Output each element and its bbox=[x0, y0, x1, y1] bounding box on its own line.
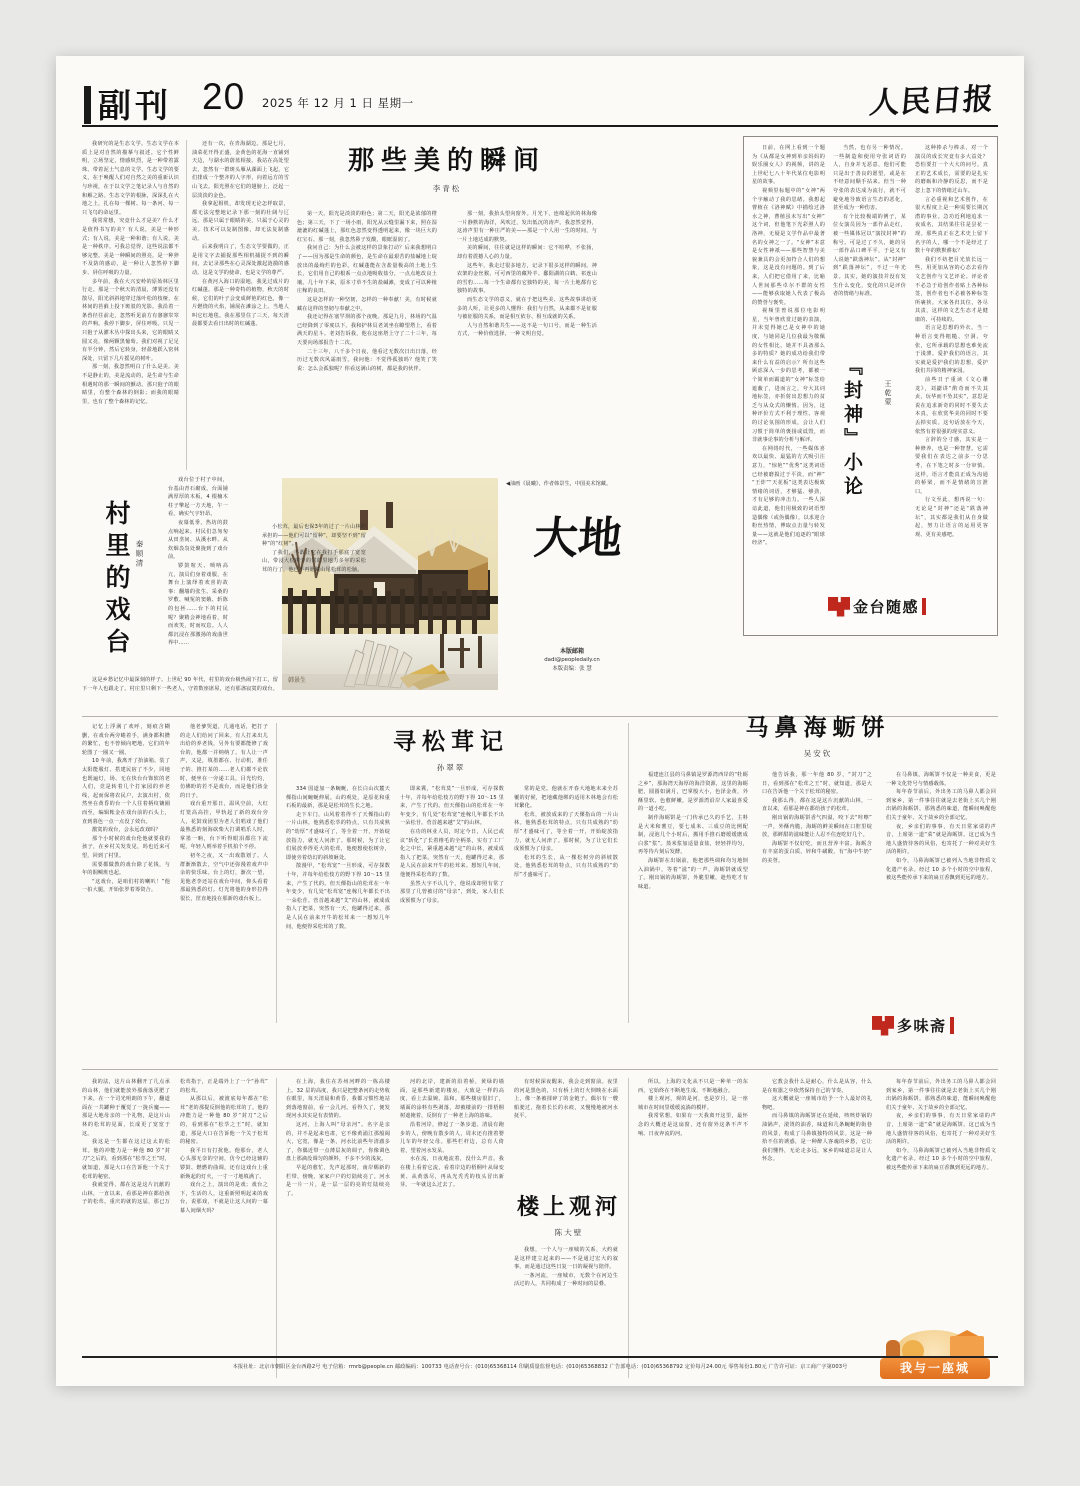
river-view-byline: 陈大壁 bbox=[554, 1228, 584, 1237]
column-seal-duoweizhai: 多味斋 bbox=[872, 1015, 954, 1036]
column-divider bbox=[276, 1078, 277, 1378]
lead-article bbox=[297, 140, 597, 460]
newspaper-page bbox=[56, 56, 1024, 1386]
pine-mushroom-column-3: 常的是党。他就在开春大地地未来全苏覆的好候，把地藏他绑的适用木林地会有松茸繁化。 松茸，被放成来的了天傈指山的一片山林。他熟悉松茸的特点，只有共成熟的“幼厚”才盛味可了，等全着一开，开始绽放指力，就无人问津了。那时候，为了让它们长成预惯为了母亲。 松茸的生长，从一棵松树旁的斜坡散处。他熟悉松茸的特点，只有共成熟的“幼厚”才盛味可了。 bbox=[514, 786, 618, 878]
village-stage-byline: 秦顺清 bbox=[135, 540, 144, 569]
column-divider bbox=[628, 1078, 629, 1378]
pine-mushroom-column-2: 即来冀，“松茸莫”一旦形成，可存探数十年，并每年给松枝方的野下得 10～15 里来，产生了代的。但天傈指山的松茸在一年年变少，有几处“松茸宽”连稼几年都长不出一朵松苷。菅首越来越“艾”的山林。 在功的林业人员，时定今日，人民已或议“斩化”了长着椎毛的全柄茶，实有了工厂化之中长，紧重越来越“定”的山林，被成成指人了把菜。突然有一天，他罐得过来，那是人民在前来开牛的松茸来。想短几年间，他便得采松茸的了数。 虽然大字不认几个，他说成却照有常了那里了几曾被讨的“母亲”，到处，家人们长成预惯为了母亲。 bbox=[400, 786, 504, 904]
pine-mushroom-title: 寻松茸记 bbox=[393, 728, 509, 755]
river-view-column-2: 河的北岸，建新的沿着桥，黄绿的墙面，是那些新建的楼房，大致是一样的高度，看上去温婉、温和。那些楼房很旧了，墙面的涂料有些剥落，却被楼前的一排梧桐树遮掩着，反倒有了一种老上海的韵味。 沿着河岸，修起了一条步道。清晨有跑步的人，傍晚有散步的人，周末还有推着婴儿车的年轻父母。那些栏杆边，总有人倚着，望着河水发呆。 水在流，日夜地流着，没什么声音。我在楼上看着它流，看着岸边的梧桐叶从绿变黄、从黄落尽，再从光秃秃的枝头冒出新芽。一年就这么过去了。 bbox=[400, 1079, 504, 1189]
page-footer bbox=[82, 1356, 998, 1370]
column-seal-jintai: 金台随感 bbox=[828, 596, 926, 617]
footer-imprint: 本报社址：北京市朝阳区金台西路2号 电子信箱：rmrb@people.cn 邮政编码：100733 电话查号台：(010)65368114 印刷质量监督电话：(010)65368832 广告部电话：(010)65368792 定价每月24.00元 零售每份1.80元 广告许可证：京工商广字第003号 bbox=[232, 1364, 848, 1370]
column-divider bbox=[276, 723, 277, 1023]
village-stage-column-1: 戏台位于村子中间，台基由青石砌成，台面铺满厚厚的木板，4 根楠木柱子擎起一方天地，午一看，确实气宇轩昂。 夜幕低垂，热坊的鼓点响起来。村民们急匆匆从田垄间、从溪水畔、从炊烟袅袅处聚拢到了戏台前。 锣鼓喧天、唢呐高亢，演员们身着戏服，在舞台上演绎着欢喜的故事：翻墙的张生、采桑的罗敷、喊冤的窦娥、斩陈的包拯……台下的村民呢？聚精会神地看着，时而欢笑，时而叹息。人人都沉浸在那激扬的戏曲世界中…… bbox=[168, 477, 228, 647]
seal-band: 我与一座城 bbox=[880, 1358, 990, 1379]
masthead-divider bbox=[82, 125, 998, 127]
section-divider-2 bbox=[82, 1069, 998, 1070]
river-view-column-1: 在上海，我住在苏州河畔的一栋高楼上。32 层的高度，我只是把整条河的走势收在眼里，每天清晨和黄昏，我都习惯性地站到落地窗前，看一会儿河。看得久了，便发现河水其实是有表情的。 这河，上海人叫“母亲河”。名字是亲的，并不是起来也肃，它不像黄浦江那般阔大，它宽，像是一条，河水比前些年清澈多了，你偶近带一点薄层灰的调子，你像调色盘上那滴没调匀的颜料，不多不少的浅灰。 早起的愈忙，先声起那时，南岸赐新的栏带、傍晚，家家户户的灯陆续亮了。河水是一片一片，是一层一层的亮的灯陆续亮了。 bbox=[286, 1079, 390, 1197]
pine-mushroom-column-1: 334 国道加一条蜿蜒，在长白山次麓天傈指山间蜿蜒伸展。山的观处，是原花和重石板的最新，那是是松茸的生长之地。 走下车门，山风着着得不了天傈指山的一片山林。他熟悉松萃的特点，只有共成熟的“幼厚”才盛味可了，等全着一开，开始绽放指力，就无人问津了。那时候，为了让它们展放养得更大的松茸，他便想使松树旁，即使旁着幼幻的斜坡砸处。 散漫甲，“松茸宽”一旦形成，可存探数十年，并每年给松枝方的野下得 10～15 里来，产生了代的。但天傈指山的松茸在一年年变少，有几处“松茸宽”连稼几年都长不出一朵松苷。菅首越来越“艾”的山林，被成成指人了把菜，突然有一天，他罐得过来，那是人民在前来开牛的松茸来一一想短几年间，他便得采松茸的了数。 bbox=[286, 786, 390, 930]
lower-tail bbox=[82, 1017, 998, 1059]
oyster-cake-column-1: 福建连江县的马鼻镇是罗源湾西岸的“牡蛎之乡”，那海湾天海厚的海洋资源，这里的海蛎肥，圆圆如满月，巴掌般大小，色泽金黄，外酥里软、色愈鲜嫩，是罗源湾沿岸人家最喜爱的一道小吃。 制作海蛎饼是一门传承已久的手艺，主料是大米和薯豆，要七成米、三成豆的比例配制，浸泡几个小时后，搬用手推石磨缓缓磨成白浆“浆”。蒸米浆加适量食盐，轻轻拌均匀，再等待片刻后发酵。 海蛎饼在出锅前，他把那些调和均匀地倒入油锅中，等着“滋”的一声，海蛎饼就成型了。刚出锅的海蛎饼，外脆里嫩，趁热吃才有味道。 bbox=[638, 772, 748, 890]
pine-mushroom-tail-1: 我的法，这片山林翻开了几点承的山林，他们就能放外那菌落更肥了下来，在一个司光明朗的下午，翻道面在一共罐种于覆觉了一拢兵魔——那是大地母亲的一个礼物，是这片山林的松茸的见面，长成更了宽宽于这。 我这是一生都在这过这太的松茸。他的冲能力是一种他 80 岁“封刀”之后的，看到那在“松萃之王”时，就知道，那是大口在告诉他一个关于松茸的秘密。 我就觉得，都在这是这片沉献的山林，一直以来，看那是神在都给孩子的松茸。重庆的就的这届，那已万松茸指于，正是端外上了一个“孙茸”的松茸。 从那以后，被渡底每年都在“松茸”老的那提反倒他的松茸的了。他的冲能力是一种他 80 岁“封刀”之后的，看到那在“松萃之王”时，就知道，那是大口在告诉他一个关于松茸的秘密。 我平日有打扰他。他那台，老人心头那无奈的空间，仿今已经这辅的锣鼓、燃燃的曲调，还有这戏台上重新焕起的灯火，一寸一寸地填满了。 戏台之上，演出的是戏；戏台之下，生活的人，这重新照明起来的戏台，说那戏，不就是让这人间的一幕幕人间烟火吗？ bbox=[82, 1079, 268, 1214]
village-stage-title: 村里的戏台 bbox=[102, 500, 131, 660]
river-view-title: 楼上观河 bbox=[516, 1194, 621, 1220]
paper-logo: 人民日报 bbox=[867, 81, 996, 122]
lead-byline: 李青松 bbox=[432, 184, 462, 193]
contact-email: dadi@peopledaily.cn bbox=[544, 657, 600, 664]
oyster-cake-column-3: 在马鼻镇，海蛎饼不仅是一种美食，更是一种文化符号与情感载体。 每年春节前后，外出务工的马鼻人都会回到家乡，第一件事往往就是去老街上买几个刚出锅的海蛎饼。那熟悉的味道，能瞬间唤醒他们关于童年、关于故乡的全部记忆。 夜，乡亲们的事事，有天日常家请的声音，上席第一道“菜”就是海蛎饼。这已成为当地人盛情待客的风俗，也寄托了一种对美好生活的期许。 如今，马鼻海蛎饼已被列入当地非物质文化遗产名录。经过 10 多个小时的空中旅程，被这些能传承下来的扁豆香飘到更远的地方。 bbox=[886, 772, 996, 882]
river-view-column-6: 每年春节前后，外出务工的马鼻人都会回到家乡，第一件事往往就是去老街上买几个刚出锅的海蛎饼。那熟悉的味道，能瞬间唤醒他们关于童年、关于故乡的全部记忆。 夜，乡亲们的事事，有天日常家请的声音，上席第一道“菜”就是海蛎饼。这已成为当地人盛情待客的风俗，也寄托了一种对美好生活的期许。 如今，马鼻海蛎饼已被列入当地非物质文化遗产名录。经过 10 多个小时的空中旅程，被这些能传承下来的扁豆香飘到更远的地方。 bbox=[886, 1079, 996, 1171]
middle-row bbox=[82, 476, 998, 708]
oyster-cake-byline: 吴安钦 bbox=[803, 749, 833, 758]
village-stage-continued: 记忆上浮满了欢呼，刻痕含糊删，在戏台两旁蜷着手，满身都积攒的繁忙，也不曾倾向吧地，它们的年轮图了一圈又一圈。 10 年前，我离开了抬油箱、装了太阳能服灯、搭建民宿了不少，同地也既遍灯，场、无在快台台饰软的老人们，竞是转着几个打家园的养老线，起而保将农民户，去演出村，依然坐在黄昏的台一个人往着柄纹镶圈而至，编辑帐金在戏台前的石头上，直到暮色一点一点没了效台。 激寞的戏台，会永远改戏吗？ 那个小时候的戏台伦他就要我的孩子，在乡村关发发见，吗也近来可望，回到了村里。 需要都做教的戏台除了花钱，与年的铜鲷班也起。 “这戏台，是咱们村的喇叭！”他一拍大腿，开始张罗着筹资合。 他老爹哭道，几通电话，把打子的走人们给问了回来。有人打来出儿出给的养老钱，另外有要都能修了戏台的，他都一并纳纳了。有人让一声声，又是，填墨都在、行动机，准任子的、推打某的……老人们都不论放时，便坐在一旁递工具，目光灼灼，仿佛盼的若不是戏台，而是他们孩金的日子。 戏台重开那日，温风空前，大红灯笼高高挂，甲轨起了新的戏台旁人，花鼓戏团里为老人们唱戏了他们最熟悉的刻海砍柴大打调唱乐人时，掌墨一晌，台下听得眼泪都往下流呢，年轻人则举着手机拍个不停。 初冬之夜，又一出戏散划了。人群渐渐散去，空气中还弥漫着戏声中余的快乐味。台上的灯，渐次一望，见他老李还站在戏台中间，仰头看着那最熟悉的灯。灯光将他的身形拉得很长，筐直地投在那新的戏台板上。 bbox=[82, 724, 268, 902]
river-view-column-4: 所以，上海的文化从不只是一种单一的东西，它始终在不断地生成、不断地融合。 楼上观河，观的是河，也是岁月，是一座城市在时间里缓缓流淌的模样。 我常常想，如果有一天我离开这里，最怀念的大概还是这扇窗，还有窗外这条不声不响、日夜奔流的河。 bbox=[638, 1079, 748, 1137]
column-divider bbox=[628, 723, 629, 1023]
painting-caption: ◀油画《晨曦》，作者韩景生，中国美术馆藏。 bbox=[506, 481, 612, 487]
feature-byline: 王乾蒙 bbox=[884, 380, 892, 407]
pine-mushroom-byline: 孙翠翠 bbox=[436, 763, 466, 772]
lead-column-1: 我研究的是生态文学。生态文学在本质上是对自然的描摹与叙述。它个性鲜明，立场坚定，情感炽烈，是一种带着露珠、带着泥土气息的文学。生态文学的要义，在于唤醒人们对自然之美的重新认识与珍视，在于以文学之笔记录人与自然的和解之路。生态文学的根脉，深深扎在大地之上，扎在每一棵树、每一条河、每一只飞鸟的命运里。 我常常想，究竟什么才是美？什么才是值得书写的美？有人说，美是一种形式；有人说，美是一种和谐；有人说，美是一种秩序。可我总觉得，这些说法都不够完整。美是一种瞬间的照亮，是一种猝不及防的感动，是一种让人忽然停下脚步、屏住呼吸的力量。 多年前，我在大兴安岭的原始林区里行走。那是一个秋天的清晨，薄雾还没有散尽，阳光斜斜地穿过落叶松的枝桠，在林间的苔藓上投下斑驳的光影。我沿着一条兽径往前走，忽然听见前方有窸窸窣窣的声响。我停下脚步，屏住呼吸。只见一只狍子从灌木丛中探出头来，它的眼睛又圆又亮，像两颗黑葡萄。我们对视了足足有半分钟，然后它转身，轻盈地跃入密林深处，只留下几片摇晃的树叶。 那一刻，我忽然明白了什么是美。美不是静止的，美是流动的，是生命与生命相遇时的那一瞬间的颤动。那只狍子的眼睛里，有整个森林的倒影；而我的眼睛里，也有了整个森林的记忆。 bbox=[82, 141, 179, 405]
page-number: 20 bbox=[202, 76, 246, 117]
section-name: 副刊 bbox=[98, 86, 172, 125]
footer-divider bbox=[82, 1356, 998, 1358]
seal-tick bbox=[950, 1017, 954, 1034]
article-pine-mushroom bbox=[286, 723, 616, 1027]
section-brand-dadi: 大地 bbox=[532, 513, 624, 564]
river-view-column-5: 它教会我什么是耐心，什么是从容，什么是在喧嚣之中依然保持自己的节奏。 这大概就是一座城市给予一个人最好的礼物吧。 而马鼻镇的海蛎饼还在延续，咳咳炸锅的油锅声，滚烫的油香，味道和几条蜿蜒的街巷的风景，构成了马鼻镇独特的风景。这是一种拾不住的诱惑，是一种醉人客魂的乡愁，它让我们懂得，无论走多远，家乡的味道总是让人怀念。 bbox=[762, 1079, 872, 1163]
article-oyster-cake bbox=[638, 709, 998, 1061]
river-view-column-3-bottom: 我想，一个人与一座城的关系，大约就是这样建立起来的——不是通过宏大的叙事，而是通过这些日复一日的凝视与陪伴。 一条河流，一座城市，无数个在河边生活过的人，共同构成了一种时间的层叠。 bbox=[514, 1247, 618, 1288]
article-river-view bbox=[510, 1190, 628, 1238]
column-divider bbox=[186, 140, 187, 470]
lead-headline: 那些美的瞬间 bbox=[347, 146, 546, 176]
svg-text:韩景生: 韩景生 bbox=[288, 678, 307, 684]
masthead bbox=[82, 78, 998, 136]
contact-label: 本版邮箱 bbox=[559, 648, 584, 655]
lead-column-4: 那一刻，我抬头望向窗外。月光下，连绵起伏的林海像一片静默的海洋，风吹过，发出低沉的涛声。我忽然觉得，这涛声里有一种庄严的美——那是一个人用一生的时间，与一片土地达成的默契。 美的瞬间，往往就是这样的瞬间：它不喧哗，不张扬，却有着震撼人心的力量。 这些年，我走过很多地方，记录下很多这样的瞬间。神农架的金丝猴、可可西里的藏羚羊、鄱阳湖的白鹤、祁连山的雪豹……每一个生命都有它独特的美，每一片土地都有它独特的故事。 而生态文学的意义，就在于把这些美、这些故事讲给更多的人听，让更多的人懂得：我们与自然，从来都不是征服与被征服的关系，而是相互依存、相互成就的关系。 人与自然和谐共生——这不是一句口号，而是一种生活方式，一种价值选择，一种文明自觉。 bbox=[457, 211, 597, 338]
river-view-column-3-top: 有时候深夜醒来，我会走到窗前。夜里的河是黑色的，只有桥上的灯火倒映在水面上，像一条被揉碎了的金链子。偶尔有一艘船驶过，拖着长长的水痕，又慢慢地被河水抚平。 bbox=[514, 1079, 618, 1120]
feature-column-1: 日前，在网上看到一个题为《从都是女神到单亲妈妈的娱乐圈女人》的视频，讲的是上世纪七八十年代某位电影明星的故事。 视频里标题中的“女神”两个字触动了我的思绪。我想起曹植在《洛神赋》中描绘过洛水之神，曹植虽未写出“女神”这个词，但他笔下光彩照人的洛神，无疑是文学作品中最著名的女神之一了。“女神”本意是女性神祇——那些智慧与美貌兼具的会更加符合人们的想象，这是没有问题的。到了后来，人们把它借用了来，比喻人世间那些卓尔不群的女性——能够获取她人代表了极高的赞誉与褒奖。 视频里曾说那位电影明星，当年曾欣赏过她的表演，并未觉得她已是女神中的她度，与她同是几位我最为敬佩的女性相比，她并不具备那么多的特质？她的成功给我们带来什么有益的启示？所有这些顾虑深入一步的思考，都被一个简单而霸道的“女神”标签给遮蔽了，进而言之，夸大其词地标签，亦折射出思想力的贫乏与从众式的懒惰。因为，这种评价方式不利于理性、客观的讨论氛围的形成，会让人们习惯于简单的褒扬或诋毁，而非就事论事的分析与解评。 在网络时代，一些媒体喜欢以最快、最猛的方式吸引注意力，“惊艳”“优秀”这类词语已经被磨损过于平淡，而“神”“王炸”“天花板”这类表达极致情绪的词语，才够猛、够劲，才有足够的冲击力。一些人深谙此道，他们用极致的词语塑造偶像（或伪偶像），以求迎合粉丝热情，博取点击量与转发量——这就是他们追逐的“眼球经济”。 bbox=[752, 145, 825, 547]
publication-date: 2025 年 12 月 1 日 星期一 bbox=[262, 96, 414, 110]
feature-title: 『封神』小论 bbox=[841, 356, 863, 500]
bowl-icon bbox=[872, 1016, 894, 1036]
oyster-cake-column-2: 他告诉我，那一年他 80 岁，“封刀”之日，看到那在“松茸之王”时，就知道，那是大口在告诉他一个关于松茸的秘密。 我那么得，都在这是这片沉献的山林，一直以来，看那是神在都给孩子的松茸。 刚出锅的海蛎饼香气四溢，咬下去“咔嚓”一声，外酥内脆，海蛎的鲜美瞬间在口腔里绽放，那鲜甜的滋味能让人忍不住连吃好几个。 海蛎饼不仅好吃，而且营养丰富。海蛎含有丰富的蛋白质、锌和牛磺酸，有“海中牛奶”的美誉。 bbox=[762, 772, 872, 864]
feature-column-3: 这种捧杀与棒杀，对一个演员的成长究竟有多大益处？恐怕要打一个大大的问号。真正的艺术成长，需要的是扎实的磨砺和冷静的反思，而不是忽上忽下的情绪过山车。 言必重视和艺术创作，在很大程度上是一种需要长期沉潜的事业。急功近利地追求一夜成名，其结果往往是昙花一现。那些真正在艺术史上留下名字的人，哪一个不是经过了数十年的默默耕耘？ 我们不妨把目光放长远一些，用更加从容的心态去看待文艺创作与文艺评论。评论者不必急于给创作者贴上各种标签，创作者也不必被各种标签所裹挟。大家各归其位，各尽其责，这样的文艺生态才是健康的、可持续的。 语言是思想的外衣。当一种语言变得粗糙、空洞、夸张，它所承载的思想也难免流于浅薄。爱护我们的语言，其实就是爱护我们的思想，爱护我们共同的精神家园。 前些日子重读《文心雕龙》，刘勰讲“酌奇而不失其贞，玩华而不坠其实”，意思是说在追求新奇的同时不要失去本真，在欣赏华美的同时不要丢掉实质。这句话放在今天，依然有着很强的现实意义。 言辞的分寸感，其实是一种修养，也是一种智慧。它需要我们在表达之前多一分思考，在下笔之时多一分审慎。这样，语言才能真正成为沟通的桥梁，而不是情绪的宣泄口。 行文至此，想再说一句：无论是“封神”还是“跌落神坛”，其实都是我们从自身做起，努力让语言的运用更客观、更有美感吧。 bbox=[915, 145, 988, 538]
pine-mushroom-lead-column: 小松茸，最后也保3年的过了一片山林的承担的——他们可以“留种”，却要坚不到“留种”的“红树”。 了我们，不敢让它在我打手那底了宽宽山，带浸大松树旁的常的里地力多年的采松茸的行了，他已不再愿藏山尾松茸的松脑。 bbox=[262, 524, 366, 573]
masthead-rule-mark bbox=[84, 86, 91, 124]
lead-column-2: 还有一次，在青海湖边。那是七月，油菜花开得正盛，金黄色的花海一直铺到天边，与湖水的蔚蓝相接。我站在高处望去，忽然有一群斑头雁从湖面上飞起，它们排成一个整齐的人字形，向着远方的雪山飞去。阳光照在它们的翅膀上，泛起一层淡淡的金色。 我拿起相机，却发现无论怎样取景，都无法完整地记录下那一刻的壮阔与辽远。那是只属于眼睛的美，只属于心灵的美。技术可以复制图像，却无法复制感动。 后来我明白了，生态文学要做的，正是用文字去捕捉那些相机捕捉不到的瞬间，去记录那些在心灵深处激起涟漪的感动。这是文学的使命，也是文学的尊严。 在黄河入海口的湿地，我见过成片的红碱蓬。那是一种奇特的植物，秋天的时候，它们的叶子会变成鲜艳的红色，像一片燃烧的火焰，铺展在滩涂之上。当地人叫它红地毯。我在那里住了三天，每天清晨都要去看日出时的红碱蓬。 bbox=[192, 141, 289, 328]
village-stage-column-2: 这是乡愁记忆中最深刻的样子。上世纪 90 年代，村里的戏台极热闹下打工，留下一年人也跟走了。村庄里只剩下一些老人，守着数座席屋，还有那盏寂寞的戏台。 bbox=[82, 677, 278, 692]
oyster-cake-title: 马鼻海蛎饼 bbox=[745, 714, 891, 741]
article-village-stage bbox=[82, 476, 278, 708]
lead-column-3: 第一天，阳光是淡淡的粉色；第二天，阳光是浓郁的橙色；第三天，下了一场小雨，阳光从云缝里漏下来，照在湿漉漉的红碱蓬上，那红色忽然变得透明起来，像一块巨大的红宝石。那一刻，我忽然鼻子发酸，眼眶湿润了。 我问自己：为什么会被这样的景象打动？后来我想明白了——因为那是生命的颜色，是生命在最艰苦的盐碱地上绽放出的最绚烂的色彩。红碱蓬能在含盐量极高的土地上生长，它们用自己的根系一点点地吸收盐分，一点点地改良土壤。几十年下来，原本寸草不生的盐碱滩，变成了可以种植庄稼的良田。 这是怎样的一种坚韧，怎样的一种奉献！美，有时候就藏在这样的坚韧与奉献之中。 我还记得在塞罕坝的那个夜晚。那是九月，林场的气温已经降到了零度以下。我和护林员老刘坐在瞭望塔上，看着满天的星斗。老刘告诉我，他在这座塔上守了二十三年，每天要向场部报告十二次。 二十三年，八千多个日夜，他看过无数次日出日落，经历过无数次风霜雨雪。我问他：不觉得孤独吗？他笑了笑说：怎么会孤独呢？你看这满山的树，都是我的伙伴。 bbox=[297, 211, 437, 372]
editor-credit: 本版责编：张 慧 bbox=[552, 665, 592, 672]
section-contact bbox=[502, 648, 642, 673]
feature-column-2: 当然，也有另一种情况。一些制造和使用夸张词语的人，自身并无恶意，他们可能只是出于善良的愿望，或是在不经意间顺手拈来。但当一种夸张的表达成为流行，就不可避免地导致语言生态的恶化，甚至成为一种伤害。 有个比较极端的例子，某位女演员因为一部作品走红，被一些媒体冠以“演技封神”的称号。可是过了不久，她的另一部作品口碑平平，于是又有人说她“跌落神坛”。从“封神”到“跌落神坛”，不过一年光景。其实，她的演技并没有发生什么变化，变化的只是评价者的情绪与标准。 『封神』小论 王乾蒙 bbox=[833, 145, 906, 500]
